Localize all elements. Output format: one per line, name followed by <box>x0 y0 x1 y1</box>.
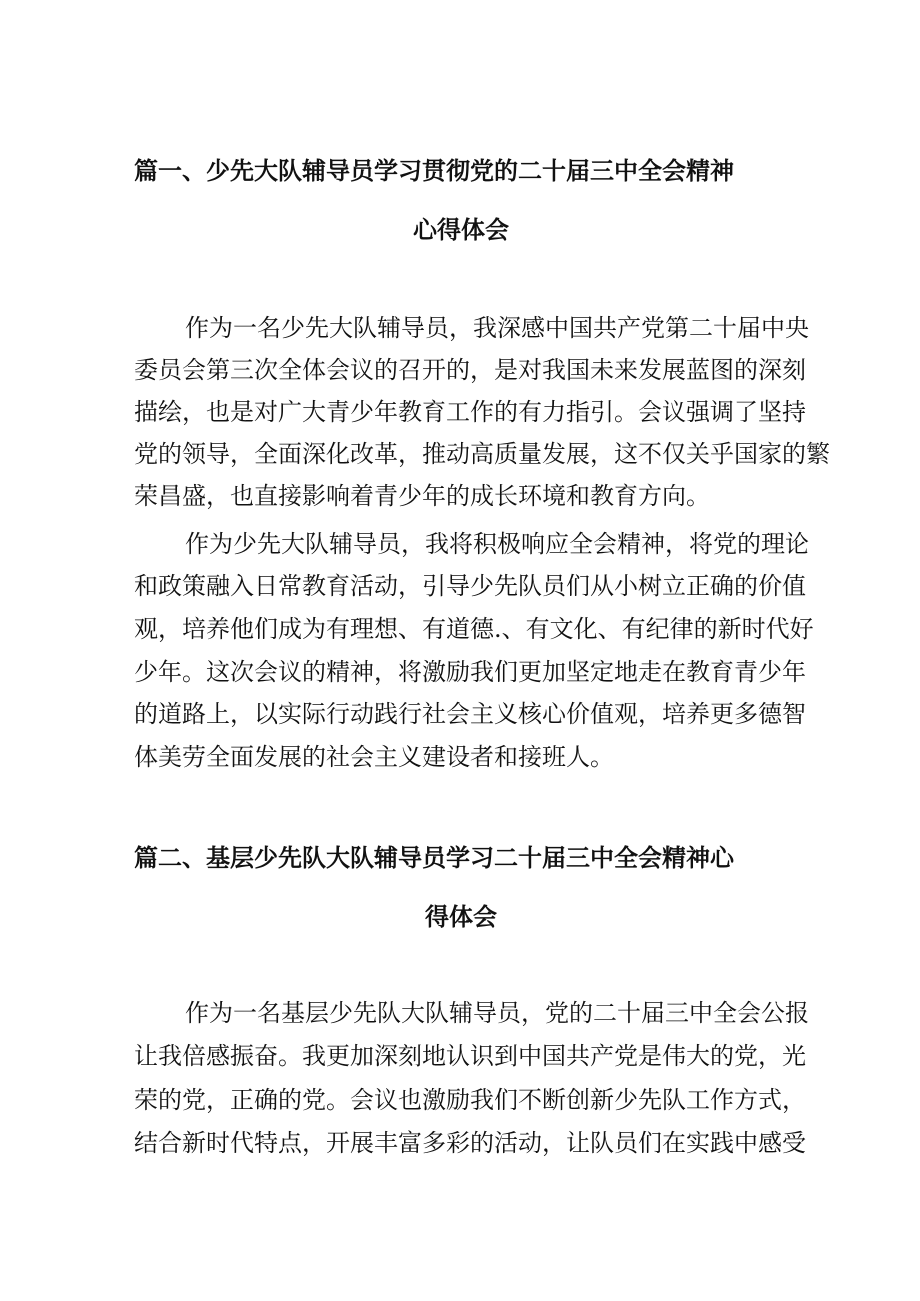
section1-paragraph1-line: 作为一名少先大队辅导员，我深感中国共产党第二十届中央 <box>185 314 809 342</box>
section1-paragraph2-line: 体美劳全面发展的社会主义建设者和接班人。 <box>134 743 614 771</box>
section2-paragraph1-line: 荣的党，正确的党。会议也激励我们不断创新少先队工作方式， <box>134 1086 806 1114</box>
section1-paragraph2-line: 作为少先大队辅导员，我将积极响应全会精神，将党的理论 <box>185 530 809 558</box>
section2-paragraph1-line: 结合新时代特点，开展丰富多彩的活动，让队员们在实践中感受 <box>134 1129 806 1157</box>
section1-paragraph2-line: 的道路上，以实际行动践行社会主义核心价值观，培养更多德智 <box>134 700 806 728</box>
section2-paragraph1-line: 让我倍感振奋。我更加深刻地认识到中国共产党是伟大的党，光 <box>134 1042 806 1070</box>
section1-title-line2: 心得体会 <box>413 216 509 244</box>
section1-paragraph1-line: 荣昌盛，也直接影响着青少年的成长环境和教育方向。 <box>134 482 710 510</box>
section1-paragraph2-line: 和政策融入日常教育活动，引导少先队员们从小树立正确的价值 <box>134 572 806 600</box>
section2-paragraph1-line: 作为一名基层少先队大队辅导员，党的二十届三中全会公报 <box>185 999 809 1027</box>
section1-paragraph1-line: 描绘，也是对广大青少年教育工作的有力指引。会议强调了坚持 <box>134 398 806 426</box>
section1-paragraph2-line: 少年。这次会议的精神，将激励我们更加坚定地走在教育青少年 <box>134 658 806 686</box>
section1-paragraph2-line: 观，培养他们成为有理想、有道德.、有文化、有纪律的新时代好 <box>134 615 814 643</box>
section2-title-line2: 得体会 <box>425 903 497 931</box>
section1-paragraph1-line: 党的领导，全面深化改革，推动高质量发展，这不仅关乎国家的繁 <box>134 440 830 468</box>
section1-paragraph1-line: 委员会第三次全体会议的召开的，是对我国未来发展蓝图的深刻 <box>134 356 806 384</box>
section2-title-line1: 篇二、基层少先队大队辅导员学习二十届三中全会精神心 <box>134 844 734 872</box>
section1-title-line1: 篇一、少先大队辅导员学习贯彻党的二十届三中全会精神 <box>134 157 734 185</box>
